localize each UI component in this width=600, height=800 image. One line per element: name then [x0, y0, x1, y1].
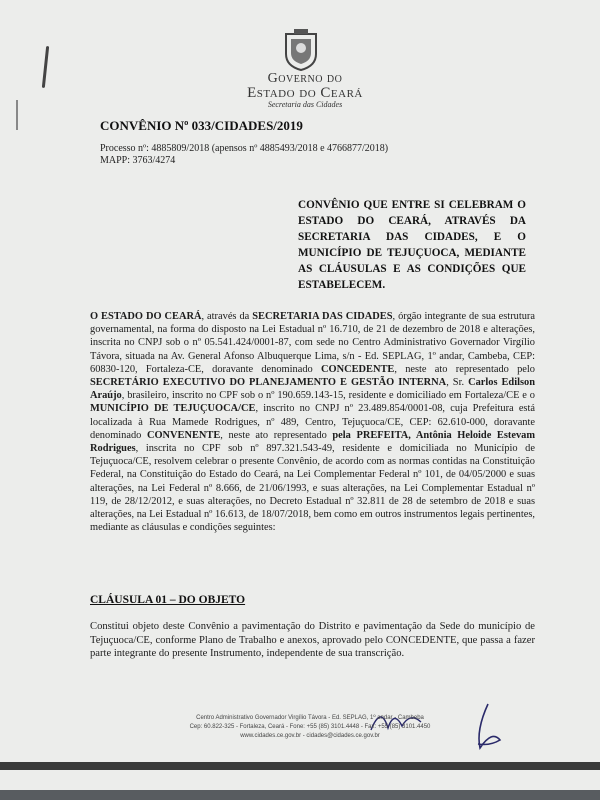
role-convenente: CONVENENTE — [146, 429, 221, 441]
clause-title: CLÁUSULA 01 – DO OBJETO — [90, 594, 246, 606]
government-brand — [230, 72, 380, 110]
agreement-summary: CONVÊNIO QUE ENTRE SI CELEBRAM O ESTADO DO CEARÁ, ATRAVÉS DA SECRETARIA DAS CIDADES, E O MUNICÍPIO DE TEJUÇUOCA, MEDIANTE AS CLÁUSULAS E AS CONDIÇÕES QUE ESTABELECEM. — [298, 199, 526, 291]
brand-line-2: Estado do Ceará — [247, 85, 363, 101]
party-estado: O ESTADO DO CEARÁ — [90, 311, 202, 322]
process-number: Processo nº: 4885809/2018 (apensos nº 4885493/2018 e 4766877/2018) — [100, 143, 389, 154]
mapp-number: MAPP: 3763/4274 — [100, 155, 176, 166]
signature-initials — [470, 700, 506, 760]
agreement-title: CONVÊNIO Nº 033/CIDADES/2019 — [100, 118, 303, 133]
preamble-text: , brasileiro, inscrito no CPF sob o nº 190.659.143-15, residente e domiciliado em Fortaleza/CE e o — [121, 390, 535, 402]
clause-text: Constitui objeto deste Convênio a pavimentação do Distrito e pavimentação da Sede do município de Tejuçuoca/CE, conforme Plano de Trabalho e anexos, aprovado pelo CONCEDENTE, que passa a fazer parte integrante do presente Instrumento, independente de sua transcrição. — [90, 621, 535, 659]
role-concedente: CONCEDENTE — [321, 363, 395, 375]
preamble-text: , inscrita no CPF sob nº 897.321.543-49, residente e domiciliada no Município de Tejuçuoca/CE, resolvem celebrar o presente Convênio, de acordo com as normas contidas na Constituição Federal, na Constituição do Estado do Ceará, na Lei Complementar Federal nº 101, de 04/05/2000 e suas alterações, na Lei Federal nº 8.666, de 21/06/1993, e suas alterações, na Lei Complementar Estadual nº 119, de 28/12/2012, e suas alterações, no Decreto Estadual nº 32.811 de 28 de setembro de 2018 e suas alterações, na Lei Estadual nº 16.613, de 18/07/2018, bem como em outros instrumentos legais pertinentes, mediante as cláusulas e condições seguintes: — [90, 443, 536, 534]
footer-address: Centro Administrativo Governador Virgílio Távora - Ed. SEPLAG, 1º andar - Cambeba — [196, 715, 424, 721]
preamble-text: , através da — [201, 311, 253, 322]
brand-line-1: Governo do — [267, 71, 343, 86]
preamble-text: , órgão integrante de sua estrutura governamental, na forma do disposto na Lei Estadual nº 16.710, de 21 de dezembro de 2018 e alterações, inscrita no CNPJ sob o nº 05.541.424/0001-87, com sede no Centro Administrativo Governador Virgílio Távora, situada na Av. General Afonso Albuquerque Lima, s/n - Ed. SEPLAG, 1º andar, Cambeba, CEP: 60830-120, Fortaleza-CE, doravante denominado — [90, 311, 536, 375]
brand-line-3: Secretaria das Cidades — [267, 100, 343, 109]
preamble-text: , Sr. — [446, 377, 469, 389]
preamble-paragraph — [90, 310, 535, 534]
role-secretario: SECRETÁRIO EXECUTIVO DO PLANEJAMENTO E GESTÃO INTERNA — [90, 377, 447, 389]
process-info — [100, 143, 388, 167]
pen-mark — [16, 100, 18, 130]
footer-stripe — [0, 762, 600, 770]
preamble-text: , neste ato representado pelo — [394, 363, 535, 375]
footer-contact: Cep: 60.822-325 - Fortaleza, Ceará - Fone: +55 (85) 3101.4448 - Fax: +55 (85) 3101.4450 — [189, 724, 431, 730]
mayor-name: pela PREFEITA, Antônia Heloide Estevam Rodrigues — [90, 429, 535, 455]
preamble-text: , neste ato representado — [220, 429, 333, 441]
state-emblem-icon — [282, 28, 320, 72]
footer-web: www.cidades.ce.gov.br - cidades@cidades.ce.gov.br — [240, 733, 380, 739]
party-secretaria: SECRETARIA DAS CIDADES — [252, 311, 393, 322]
signatory-name: Carlos Edilson Araújo — [90, 377, 536, 402]
pen-mark — [42, 46, 49, 88]
party-municipio: MUNICÍPIO DE TEJUÇUOCA/CE — [90, 403, 256, 415]
preamble-text: , inscrito no CNPJ nº 23.489.854/0001-08, cuja Prefeitura está localizada à Rua Mamede Rodrigues, nº 489, Centro, Tejuçuoca/CE, CEP: 62.610-000, doravante denominado — [90, 403, 535, 441]
desk-surface — [0, 790, 600, 800]
page-footer — [160, 714, 460, 741]
